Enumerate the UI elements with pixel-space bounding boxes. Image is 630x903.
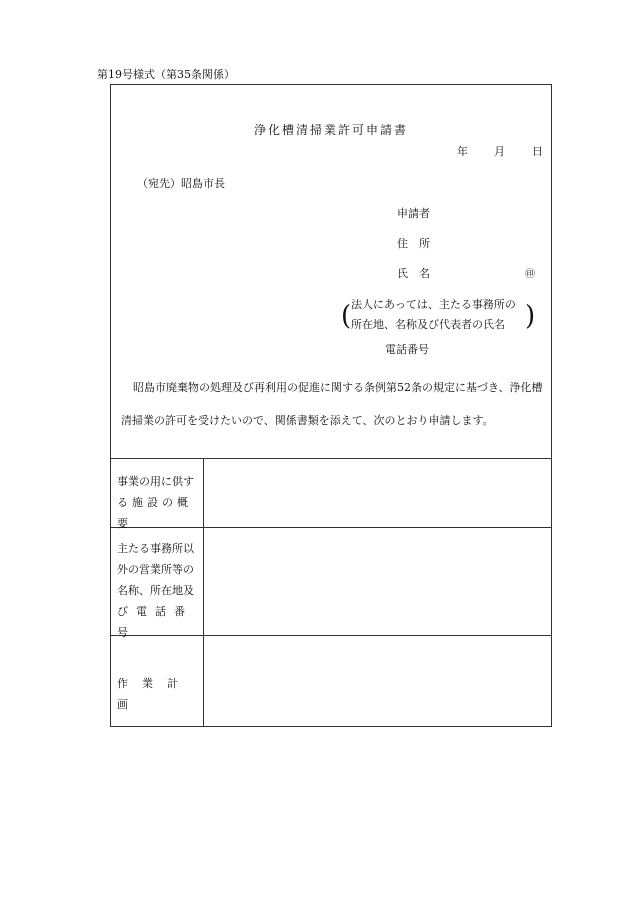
facility-overview-field[interactable] [204, 459, 551, 527]
name-label: 氏 名 [397, 267, 430, 280]
application-form-frame [110, 84, 552, 727]
form-number-label: 第19号様式（第35条関係） [97, 68, 235, 81]
date-day-label: 日 [532, 145, 543, 158]
office-label-line4: び電話番号 [117, 605, 193, 639]
office-label-line1: 主たる事務所以 [117, 542, 194, 555]
date-month-label: 月 [494, 145, 505, 158]
work-plan-label: 作業計画 [117, 677, 192, 711]
seal-mark: ㊞ [525, 269, 535, 280]
facility-overview-label [117, 471, 199, 534]
address-label: 住 所 [397, 237, 430, 250]
work-plan-field[interactable] [204, 636, 551, 726]
phone-label: 電話番号 [385, 343, 429, 356]
corporate-note-line2: 所在地、名称及び代表者の氏名 [351, 318, 505, 331]
corporate-note [351, 295, 516, 335]
branch-office-label [117, 538, 199, 643]
addressee: （宛先）昭島市長 [137, 177, 225, 190]
facility-label-line2: る施設の概要 [117, 496, 192, 530]
date-year-label: 年 [457, 145, 468, 158]
application-statement: 昭島市廃棄物の処理及び再利用の促進に関する条例第52条の規定に基づき、浄化槽清掃業の許可を受けたいので、関係書類を添えて、次のとおり申請します。 [121, 381, 543, 427]
left-paren: ( [341, 300, 352, 332]
right-paren: ) [525, 300, 536, 332]
branch-office-field[interactable] [204, 528, 551, 635]
office-label-line2: 外の営業所等の [117, 563, 194, 576]
applicant-heading: 申請者 [397, 207, 430, 220]
form-title: 浄化槽清掃業許可申請書 [253, 123, 408, 137]
office-label-line3: 名称、所在地及 [117, 584, 194, 597]
facility-label-line1: 事業の用に供す [117, 475, 194, 488]
corporate-note-line1: 法人にあっては、主たる事務所の [351, 298, 516, 311]
